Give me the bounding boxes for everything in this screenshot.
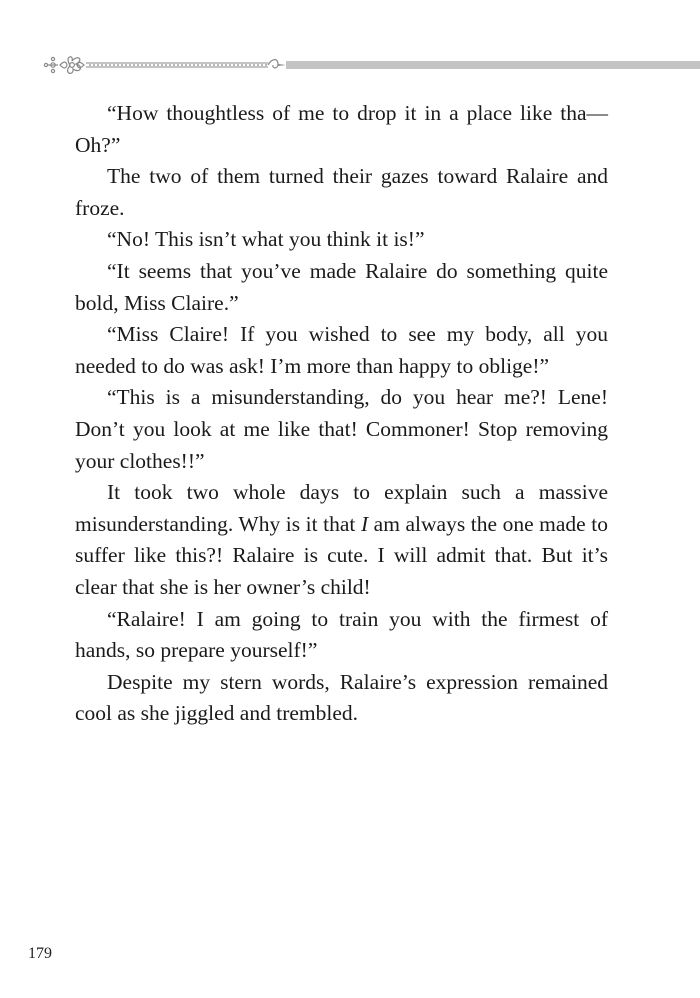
flourish-divider-icon <box>40 52 700 78</box>
paragraph: “It seems that you’ve made Ralaire do something quite bold, Miss Claire.” <box>75 258 608 315</box>
paragraph: The two of them turned their gazes toward Ralaire and froze. <box>75 164 608 220</box>
paragraph <box>75 477 608 603</box>
emphasis-text: I <box>360 511 369 536</box>
paragraph-text: It took two whole days to explain such a massive misunderstanding. Why is it that <box>75 480 608 536</box>
paragraph: “This is a misunderstanding, do you hear me?! Lene! Don’t you look at me like that! Commoner! Stop removing your clothes!!” <box>75 385 608 473</box>
paragraph: “No! This isn’t what you think it is!” <box>107 227 425 252</box>
page-number: 179 <box>28 945 52 962</box>
paragraph: “How thoughtless of me to drop it in a place like tha—Oh?” <box>75 101 608 157</box>
paragraph-text: am always the one made to suffer like this?! Ralaire is cute. I will admit that. But it’s clear that she is her owner’s child! <box>75 511 608 599</box>
body-text <box>75 98 608 730</box>
header-ornament <box>40 52 700 78</box>
paragraph: “Ralaire! I am going to train you with the firmest of hands, so prepare yourself!” <box>75 606 608 663</box>
paragraph: “Miss Claire! If you wished to see my body, all you needed to do was ask! I’m more than happy to oblige!” <box>75 322 608 378</box>
paragraph: Despite my stern words, Ralaire’s expression remained cool as she jiggled and trembled. <box>75 669 608 726</box>
